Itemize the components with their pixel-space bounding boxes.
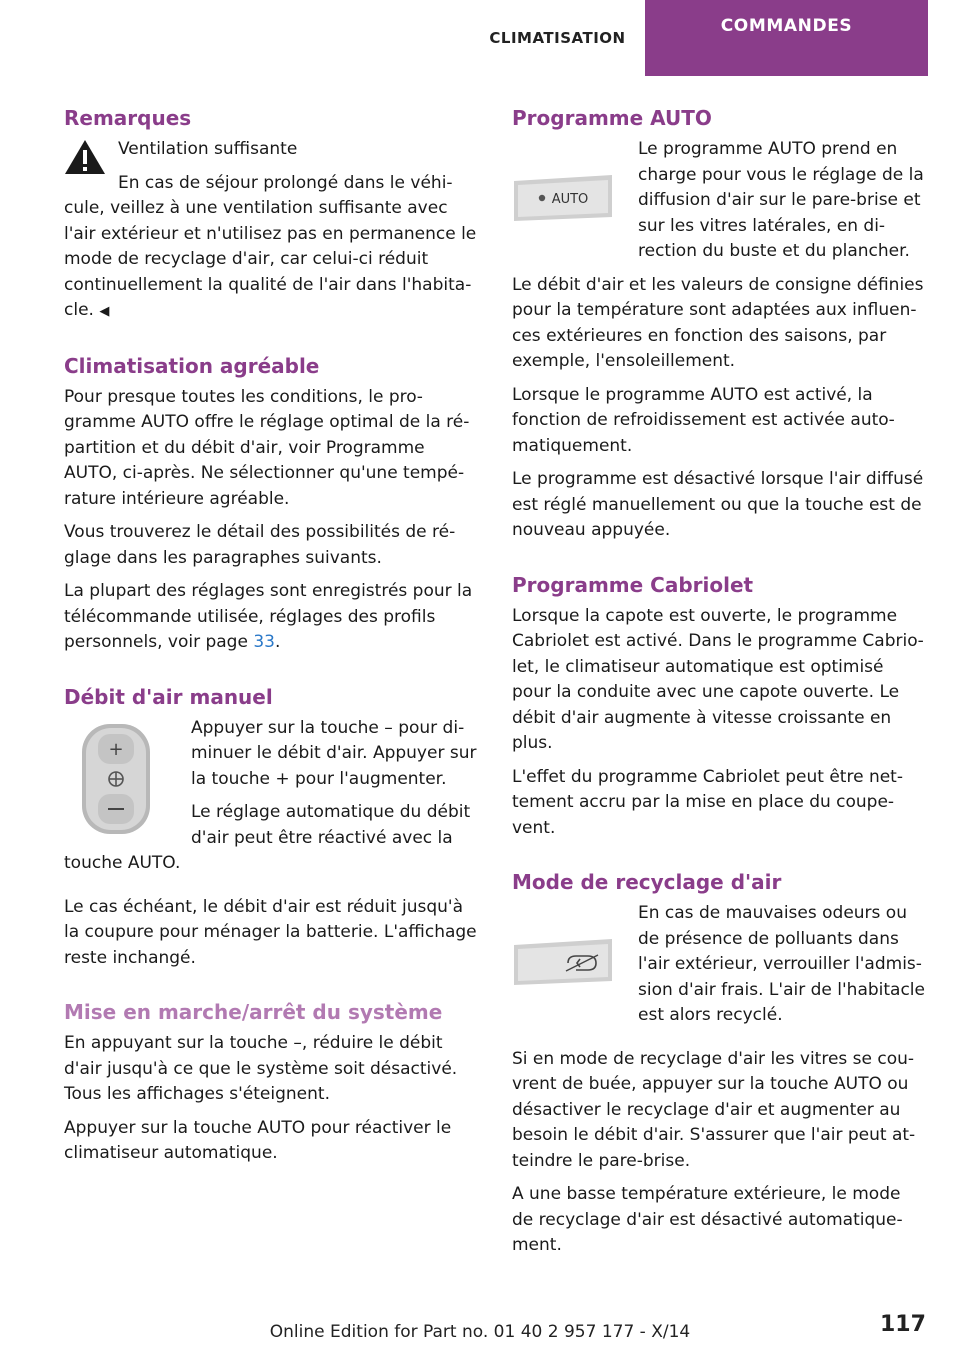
auto-button-label: AUTO (551, 192, 589, 207)
fan-buttons-image (64, 720, 168, 838)
auto-p3: Lorsque le programme AUTO est activé, la fonction de refroidissement est activée automatiquement. (512, 384, 895, 456)
remarks-title: Remarques (64, 106, 192, 130)
recirc-p3: A une basse température extérieure, le mode de recyclage d'air est désactivé automatiquement. (512, 1184, 903, 1255)
header-chapter: COMMANDES (667, 0, 906, 52)
end-mark-icon: ◀ (99, 304, 110, 319)
warning-icon (64, 139, 106, 175)
warning-block (64, 137, 479, 325)
cabrio-title: Programme Cabriolet (512, 572, 754, 597)
right-column (512, 105, 927, 1267)
footer-edition: Online Edition for Part no. 01 40 2 957 177 - X/14 (269, 1322, 691, 1342)
warning-text: En cas de séjour prolongé dans le véhicule, veillez à une ventilation suffisante avec l'air extérieur et n'utilisez pas en permanence le mode de recyclage d'air, car celui-ci réduit continuellement la qualité de l'air dans l'habitacle. ◀ (64, 172, 477, 320)
comfort-p1: Pour presque toutes les conditions, le programme AUTO offre le réglage optimal de la répartition et du débit d'air, voir Programme AUTO, ci-après. Ne sélectionner qu'une température intérieure agréable. (64, 386, 470, 509)
onoff-p1: En appuyant sur la touche –, réduire le débit d'air jusqu'à ce que le système soit désactivé. Tous les affichages s'éteignent. (64, 1033, 458, 1104)
auto-p1: Le programme AUTO prend en charge pour vous le réglage de la diffusion d'air sur le pare-brise et sur les vitres latérales, en direction du buste et du plancher. (638, 139, 924, 261)
warning-title: Ventilation suffisante (118, 139, 298, 159)
manual-p2: Le réglage automatique du débit d'air peut être réactivé avec la touche AUTO. (64, 802, 471, 873)
auto-p4: Le programme est désactivé lorsque l'air diffusé est réglé manuellement ou que la touche est de nouveau appuyée. (512, 469, 924, 540)
onoff-title: Mise en marche/arrêt du système (64, 1000, 443, 1024)
cabrio-p2: L'effet du programme Cabriolet peut être nettement accru par la mise en place du coupe-vent. (512, 766, 903, 838)
manual-p3: Le cas échéant, le débit d'air est réduit jusqu'à la coupure pour ménager la batterie. L'affichage reste inchangé. (64, 896, 477, 968)
comfort-title: Climatisation agréable (64, 353, 320, 378)
left-column (64, 105, 479, 1175)
comfort-p3: La plupart des réglages sont enregistrés pour la télécommande utilisée, réglages des profils personnels, voir page 33. (64, 581, 473, 652)
svg-text:+: + (108, 738, 124, 760)
recirc-p2: Si en mode de recyclage d'air les vitres se couvrent de buée, appuyer sur la touche AUTO ou désactiver le recyclage d'air et augmenter au besoin le débit d'air. S'assurer que l'air peut atteindre le pare-brise. (512, 1048, 916, 1171)
page-link[interactable]: 33 (253, 632, 275, 652)
auto-title: Programme AUTO (512, 106, 712, 130)
page-number: 117 (880, 1312, 926, 1337)
manual-p1: Appuyer sur la touche – pour diminuer le débit d'air. Appuyer sur la touche + pour l'augmenter. (191, 717, 477, 789)
auto-p2: Le débit d'air et les valeurs de consigne définies pour la température sont adaptées aux influences extérieures en fonction des saisons, par exemple, l'ensoleillement. (512, 274, 924, 371)
recirc-title: Mode de recyclage d'air (512, 870, 782, 894)
recirculation-button-image (512, 905, 616, 1015)
onoff-p2: Appuyer sur la touche AUTO pour réactiver le climatiseur automatique. (64, 1117, 452, 1163)
recirc-p1: En cas de mauvaises odeurs ou de présence de polluants dans l'air extérieur, verrouiller l'admission d'air frais. L'air de l'habitacle est alors recyclé. (638, 903, 925, 1025)
auto-button-image (512, 141, 616, 251)
header-chapter-tab (645, 0, 928, 76)
manual-title: Débit d'air manuel (64, 684, 273, 709)
comfort-p2: Vous trouverez le détail des possibilités de réglage dans les paragraphes suivants. (64, 522, 456, 568)
header-section: CLIMATISATION (489, 29, 626, 47)
cabrio-p1: Lorsque la capote est ouverte, le programme Cabriolet est activé. Dans le programme Cabriolet, le climatiseur automatique est optimisé pour la conduite avec une capote ouverte. Le débit d'air augmente à vitesse croissante en plus. (512, 605, 924, 753)
